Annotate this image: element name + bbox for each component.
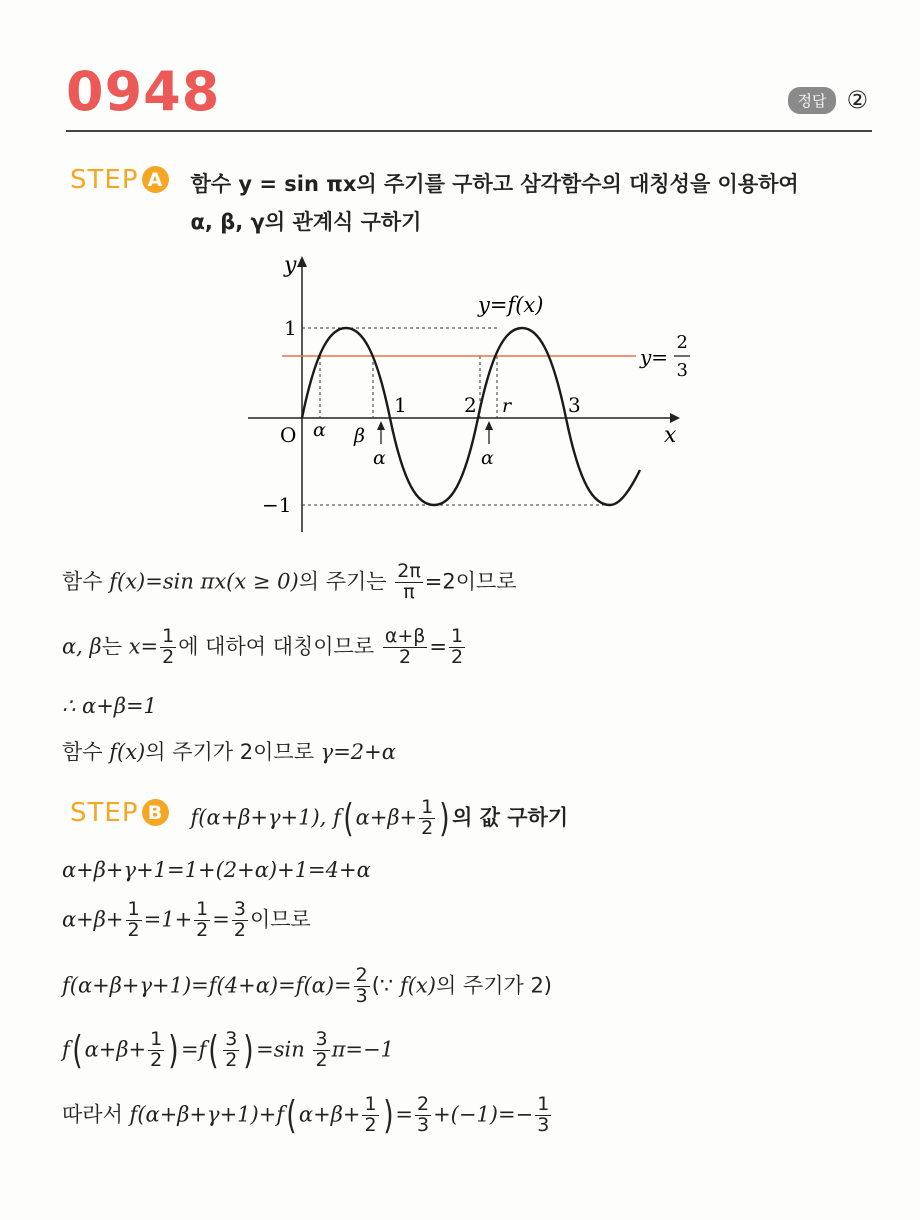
arrow-2-head	[485, 421, 493, 430]
sine-graph	[240, 250, 690, 540]
step-b-title: f(α+β+γ+1), f( α+β+ $\frac{1}{2}$ ) 의 값 구하기	[190, 796, 569, 841]
problem-number: 0948	[66, 60, 221, 123]
b-line-2: α+β+ $\frac{1}{2}$ =1+ $\frac{1}{2}$ = $\frac{3}{2}$ 이므로	[62, 898, 311, 941]
answer-tag: 정답	[788, 87, 837, 114]
arrow-1-label: α	[373, 447, 386, 469]
b-line-1: α+β+γ+1=1+(2+α)+1=4+α	[62, 858, 371, 882]
line-label-num: 2	[676, 332, 688, 353]
y-axis-label: y	[284, 253, 297, 278]
frac-2pi-pi: $\frac{2\pi}{\pi}$	[397, 560, 421, 603]
step-a-label: STEP	[70, 165, 139, 195]
a-line-1: 함수 f(x)=sin πx(x ≥ 0)의 주기는 $\frac{2\pi}{\pi}$ =2이므로	[62, 560, 517, 603]
b-line-3: f(α+β+γ+1)=f(4+α)=f(α)= $\frac{2}{3}$ (∵ f(x)의 주기가 2)	[62, 964, 553, 1007]
gamma-label: r	[502, 395, 512, 417]
step-a-title-line1: 함수 y = sin πx의 주기를 구하고 삼각함수의 대칭성을 이용하여	[190, 172, 799, 196]
line-label-prefix: y=	[640, 345, 669, 369]
answer-value: ②	[846, 86, 868, 114]
x-tick-1: 1	[394, 393, 407, 417]
b-line-5: 따라서 f(α+β+γ+1)+f( α+β+ $\frac{1}{2}$ ) = $\frac{2}{3}$ +(−1)=− $\frac{1}{3}$	[62, 1093, 550, 1138]
b-line-4: f( α+β+ $\frac{1}{2}$ ) =f( $\frac{3}{2}$ ) =sin $\frac{3}{2}$ π=−1	[62, 1028, 394, 1073]
step-a-header	[70, 165, 799, 241]
y-tick-minus-1: −1	[262, 493, 292, 517]
x-tick-3: 3	[568, 393, 581, 417]
dashed-guides	[302, 328, 610, 505]
y-axis-arrow	[297, 256, 307, 267]
x-axis-label: x	[664, 423, 677, 448]
a-line-3: ∴ α+β=1	[62, 694, 157, 718]
x-axis-arrow	[670, 413, 680, 423]
step-b-label: STEP	[70, 798, 139, 828]
step-b-badge: B	[142, 799, 169, 826]
line-label-den: 3	[676, 360, 688, 381]
curve-label: y=f(x)	[478, 293, 544, 317]
y-tick-1: 1	[284, 316, 297, 340]
header-divider	[66, 130, 872, 132]
x-tick-2: 2	[464, 393, 477, 417]
a-line-4: 함수 f(x)의 주기가 2이므로 γ=2+α	[62, 740, 396, 764]
arrow-2-label: α	[481, 447, 494, 469]
origin-label: O	[280, 423, 297, 447]
step-a-badge: A	[142, 166, 169, 193]
arrow-1-head	[377, 421, 385, 430]
step-a-title-line2: α, β, γ의 관계식 구하기	[190, 210, 422, 234]
a-line-2: α, β는 x= $\frac{1}{2}$ 에 대하여 대칭이므로 $\frac{\alpha+\beta}{2}$ = $\frac{1}{2}$	[62, 625, 464, 668]
alpha-label: α	[313, 419, 326, 441]
step-b-header	[70, 798, 568, 839]
beta-label: β	[354, 425, 365, 447]
answer-box	[788, 86, 869, 114]
step-a-title	[191, 165, 799, 241]
